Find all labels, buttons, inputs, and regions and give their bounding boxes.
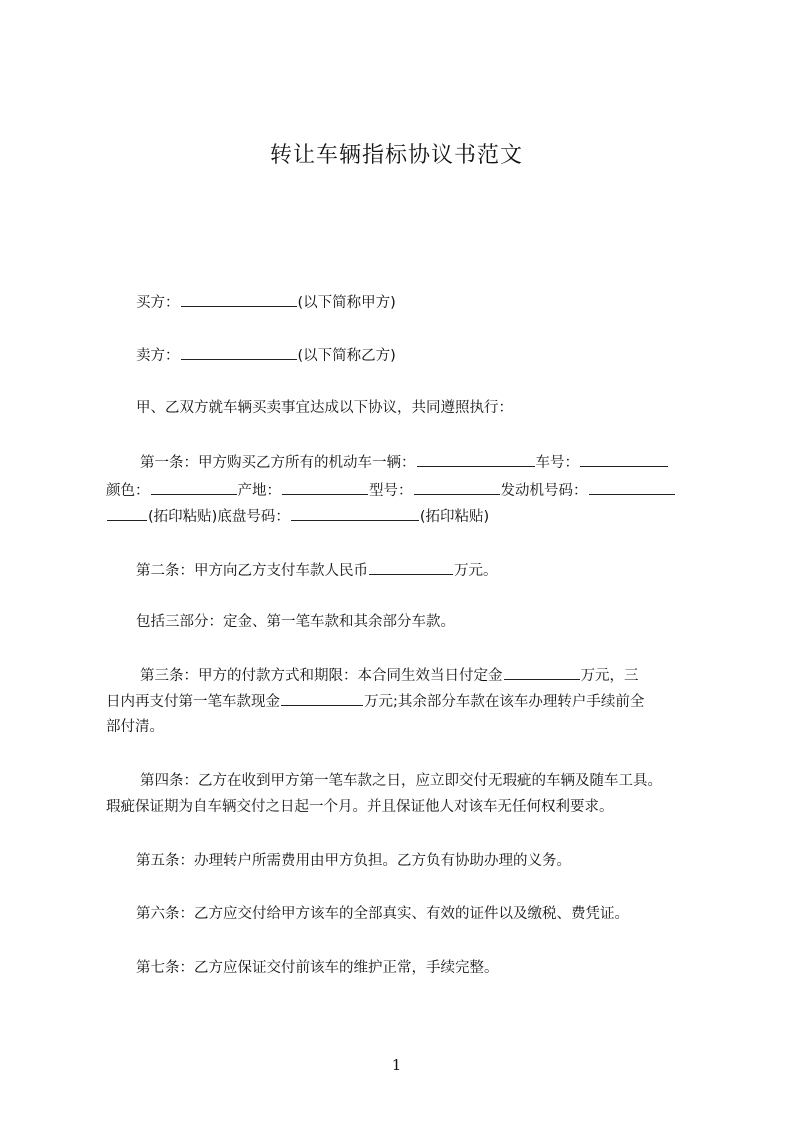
article2-line xyxy=(136,560,498,581)
buyer-label: 买方： xyxy=(136,295,180,311)
intro-paragraph: 甲、乙双方就车辆买卖事宜达成以下协议，共同遵照执行： xyxy=(136,400,513,416)
rubbing-label: (拓印粘贴) xyxy=(419,509,490,525)
buyer-line xyxy=(136,292,396,313)
model-label: 型号： xyxy=(369,483,413,499)
article7-paragraph: 第七条：乙方应保证交付前该车的维护正常，手续完整。 xyxy=(136,960,499,976)
buyer-blank xyxy=(181,292,297,307)
article1-line1 xyxy=(140,452,669,473)
page-number: 1 xyxy=(391,1056,402,1074)
vehicle-blank xyxy=(417,452,535,467)
chassis-blank xyxy=(291,506,419,521)
article3-line2 xyxy=(106,691,644,712)
plate-blank xyxy=(580,452,668,467)
model-blank xyxy=(414,480,500,495)
article5-paragraph: 第五条：办理转户所需费用由甲方负担。乙方负有协助办理的义务。 xyxy=(136,853,571,869)
parts-paragraph: 包括三部分：定金、第一笔车款和其余部分车款。 xyxy=(136,614,455,630)
first-payment-blank xyxy=(281,691,363,706)
article3-line1 xyxy=(140,665,639,686)
document-title: 转让车辆指标协议书范文 xyxy=(269,143,523,168)
article3-lead2: 日内再支付第一笔车款现金 xyxy=(106,694,280,710)
engine-blank xyxy=(589,480,675,495)
color-label: 颜色： xyxy=(106,483,150,499)
article3-unit1: 万元，三 xyxy=(580,668,639,684)
color-blank xyxy=(151,480,237,495)
article3-lead: 第三条：甲方的付款方式和期限：本合同生效当日付定金 xyxy=(140,668,503,684)
article2-unit: 万元。 xyxy=(454,563,498,579)
origin-blank xyxy=(282,480,368,495)
article3-line3: 部付清。 xyxy=(106,719,164,735)
article1-line3 xyxy=(106,506,489,527)
article1-line2 xyxy=(106,480,676,501)
deposit-blank xyxy=(504,665,580,680)
article6-paragraph: 第六条：乙方应交付给甲方该车的全部真实、有效的证件以及缴税、费凭证。 xyxy=(136,906,629,922)
origin-label: 产地： xyxy=(237,483,281,499)
plate-label: 车号： xyxy=(535,455,579,471)
article2-lead: 第二条：甲方向乙方支付车款人民币 xyxy=(136,563,368,579)
engine-label: 发动机号码： xyxy=(500,483,588,499)
seller-line xyxy=(136,345,396,366)
rubbing-chassis-label: (拓印粘贴)底盘号码： xyxy=(148,509,290,525)
seller-blank xyxy=(181,345,297,360)
engine-blank-cont xyxy=(107,506,147,521)
article1-lead: 第一条：甲方购买乙方所有的机动车一辆： xyxy=(140,455,416,471)
seller-label: 卖方： xyxy=(136,348,180,364)
buyer-suffix: (以下简称甲方) xyxy=(297,295,396,311)
article3-unit2: 万元;其余部分车款在该车办理转户手续前全 xyxy=(364,694,645,710)
article4-line1: 第四条：乙方在收到甲方第一笔车款之日，应立即交付无瑕疵的车辆及随车工具。 xyxy=(140,773,662,789)
seller-suffix: (以下简称乙方) xyxy=(297,348,396,364)
article4-line2: 瑕疵保证期为自车辆交付之日起一个月。并且保证他人对该车无任何权利要求。 xyxy=(106,799,614,815)
price-blank xyxy=(369,560,453,575)
